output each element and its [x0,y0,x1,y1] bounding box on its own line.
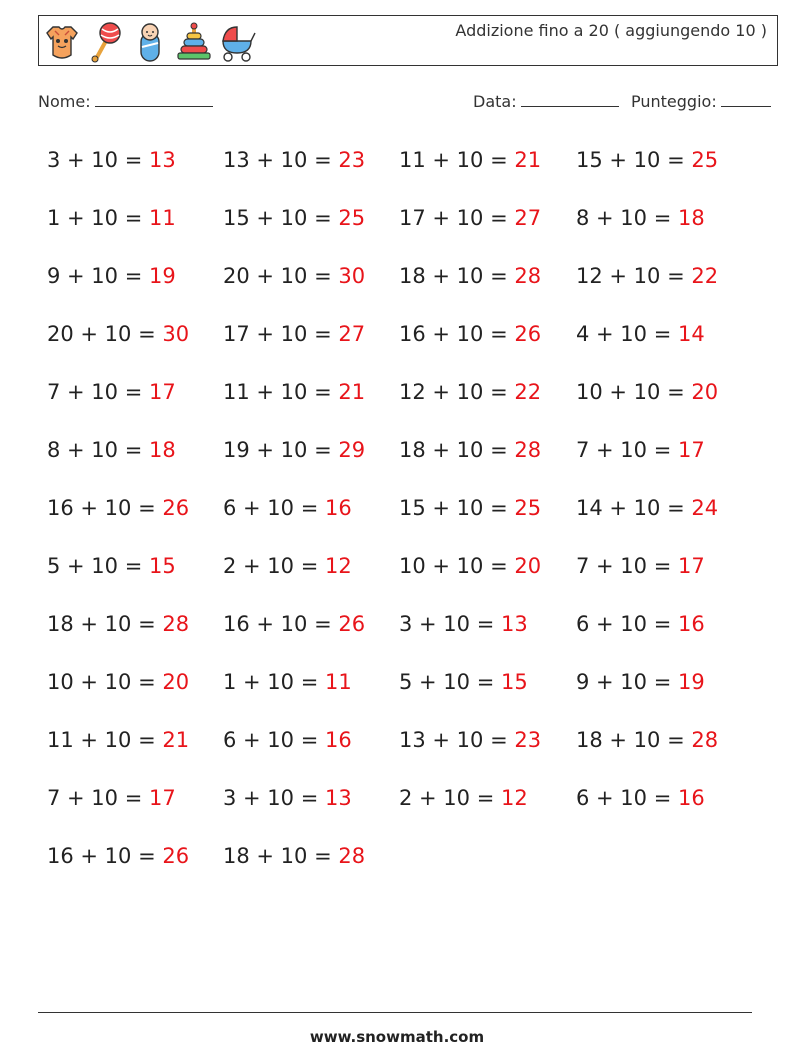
problem-question: 7 + 10 = [47,380,149,404]
problem-answer: 26 [338,612,366,636]
problem-item [223,264,365,288]
problem-answer: 13 [148,148,176,172]
problem-question: 20 + 10 = [223,264,339,288]
problem-question: 2 + 10 = [399,786,501,810]
problem-question: 11 + 10 = [399,148,515,172]
date-label: Data: [473,92,517,111]
problem-answer: 19 [148,264,176,288]
problem-question: 6 + 10 = [576,612,678,636]
problem-item [576,206,705,230]
problem-item [223,844,365,868]
problem-answer: 18 [148,438,176,462]
problem-item [399,786,528,810]
problem-question: 10 + 10 = [399,554,515,578]
problem-question: 6 + 10 = [576,786,678,810]
problem-question: 5 + 10 = [47,554,149,578]
problem-answer: 25 [514,496,542,520]
problem-item [399,322,541,346]
problem-answer: 30 [338,264,366,288]
problem-question: 1 + 10 = [47,206,149,230]
problem-answer: 12 [324,554,352,578]
problem-item [47,844,189,868]
problem-item [223,670,352,694]
problem-item [223,438,365,462]
problem-question: 12 + 10 = [399,380,515,404]
problem-answer: 27 [514,206,542,230]
problem-question: 11 + 10 = [223,380,339,404]
problem-item [399,206,541,230]
problem-answer: 26 [514,322,542,346]
problem-answer: 13 [324,786,352,810]
problem-question: 11 + 10 = [47,728,163,752]
problem-answer: 16 [677,612,705,636]
problem-question: 13 + 10 = [223,148,339,172]
problem-answer: 28 [691,728,719,752]
problem-item [223,322,365,346]
problem-item [223,380,365,404]
problem-answer: 20 [162,670,190,694]
problem-answer: 17 [148,380,176,404]
problem-item [576,264,718,288]
problem-item [223,612,365,636]
problem-question: 18 + 10 = [576,728,692,752]
problem-answer: 13 [500,612,528,636]
problem-item [47,496,189,520]
problem-item [47,264,176,288]
problem-answer: 16 [324,496,352,520]
problem-answer: 15 [500,670,528,694]
problem-item [399,148,541,172]
problem-question: 3 + 10 = [223,786,325,810]
problem-answer: 16 [324,728,352,752]
problem-question: 15 + 10 = [576,148,692,172]
problem-question: 7 + 10 = [47,786,149,810]
problem-question: 12 + 10 = [576,264,692,288]
score-label: Punteggio: [631,92,717,111]
problem-item [399,554,541,578]
problem-question: 8 + 10 = [47,438,149,462]
problem-answer: 21 [338,380,366,404]
problem-item [223,786,352,810]
problem-item [47,438,176,462]
problem-answer: 20 [514,554,542,578]
problem-item [223,554,352,578]
problem-question: 15 + 10 = [223,206,339,230]
problem-item [576,148,718,172]
problem-answer: 30 [162,322,190,346]
problem-question: 18 + 10 = [223,844,339,868]
problem-item [576,322,705,346]
problem-item [576,380,718,404]
problem-item [47,612,189,636]
worksheet-title: Addizione fino a 20 ( aggiungendo 10 ) [455,21,767,40]
problem-question: 10 + 10 = [576,380,692,404]
problem-question: 14 + 10 = [576,496,692,520]
problem-answer: 28 [514,438,542,462]
problem-item [223,206,365,230]
problem-item [47,148,176,172]
problem-answer: 21 [514,148,542,172]
problem-answer: 23 [514,728,542,752]
problem-item [399,612,528,636]
problem-answer: 20 [691,380,719,404]
problem-answer: 22 [691,264,719,288]
problem-item [576,612,705,636]
problem-item [399,264,541,288]
problem-question: 18 + 10 = [399,264,515,288]
problem-question: 16 + 10 = [399,322,515,346]
problem-answer: 25 [691,148,719,172]
problem-question: 9 + 10 = [576,670,678,694]
problem-item [399,496,541,520]
problem-question: 8 + 10 = [576,206,678,230]
problem-answer: 27 [338,322,366,346]
problem-answer: 14 [677,322,705,346]
problem-item [47,670,189,694]
problem-question: 19 + 10 = [223,438,339,462]
problem-question: 16 + 10 = [47,844,163,868]
problem-question: 20 + 10 = [47,322,163,346]
problem-answer: 21 [162,728,190,752]
problem-answer: 17 [148,786,176,810]
problem-item [223,728,352,752]
problem-question: 13 + 10 = [399,728,515,752]
problem-item [576,728,718,752]
problem-answer: 12 [500,786,528,810]
problem-item [223,496,352,520]
problem-item [399,670,528,694]
problem-answer: 29 [338,438,366,462]
problem-question: 7 + 10 = [576,438,678,462]
problem-question: 4 + 10 = [576,322,678,346]
problem-item [576,786,705,810]
problem-answer: 11 [324,670,352,694]
problem-answer: 17 [677,554,705,578]
problem-answer: 17 [677,438,705,462]
problem-question: 17 + 10 = [223,322,339,346]
problem-answer: 11 [148,206,176,230]
problem-answer: 16 [677,786,705,810]
problem-question: 15 + 10 = [399,496,515,520]
problem-answer: 19 [677,670,705,694]
problem-item [47,380,176,404]
problem-answer: 18 [677,206,705,230]
problem-question: 16 + 10 = [47,496,163,520]
problem-answer: 28 [514,264,542,288]
problem-question: 3 + 10 = [399,612,501,636]
problem-answer: 22 [514,380,542,404]
problem-item [576,496,718,520]
problem-answer: 25 [338,206,366,230]
problem-item [47,728,189,752]
problem-item [47,786,176,810]
problem-question: 6 + 10 = [223,728,325,752]
problem-question: 7 + 10 = [576,554,678,578]
problem-item [399,438,541,462]
problem-answer: 28 [162,612,190,636]
problem-item [47,322,189,346]
problem-item [223,148,365,172]
footer-website: www.snowmath.com [309,1028,485,1046]
problem-question: 16 + 10 = [223,612,339,636]
problem-item [47,554,176,578]
name-label: Nome: [38,92,91,111]
problem-question: 18 + 10 = [399,438,515,462]
problem-answer: 26 [162,844,190,868]
problem-question: 9 + 10 = [47,264,149,288]
problem-item [576,670,705,694]
problem-question: 3 + 10 = [47,148,149,172]
problem-item [576,438,705,462]
footer-divider [38,1012,752,1013]
problem-item [576,554,705,578]
problem-item [399,380,541,404]
problem-question: 10 + 10 = [47,670,163,694]
problem-question: 6 + 10 = [223,496,325,520]
problem-answer: 24 [691,496,719,520]
problem-question: 1 + 10 = [223,670,325,694]
problem-item [399,728,541,752]
problem-question: 5 + 10 = [399,670,501,694]
problem-question: 2 + 10 = [223,554,325,578]
problem-answer: 15 [148,554,176,578]
problem-answer: 26 [162,496,190,520]
problem-question: 18 + 10 = [47,612,163,636]
problem-answer: 23 [338,148,366,172]
problem-answer: 28 [338,844,366,868]
problem-item [47,206,176,230]
problem-question: 17 + 10 = [399,206,515,230]
